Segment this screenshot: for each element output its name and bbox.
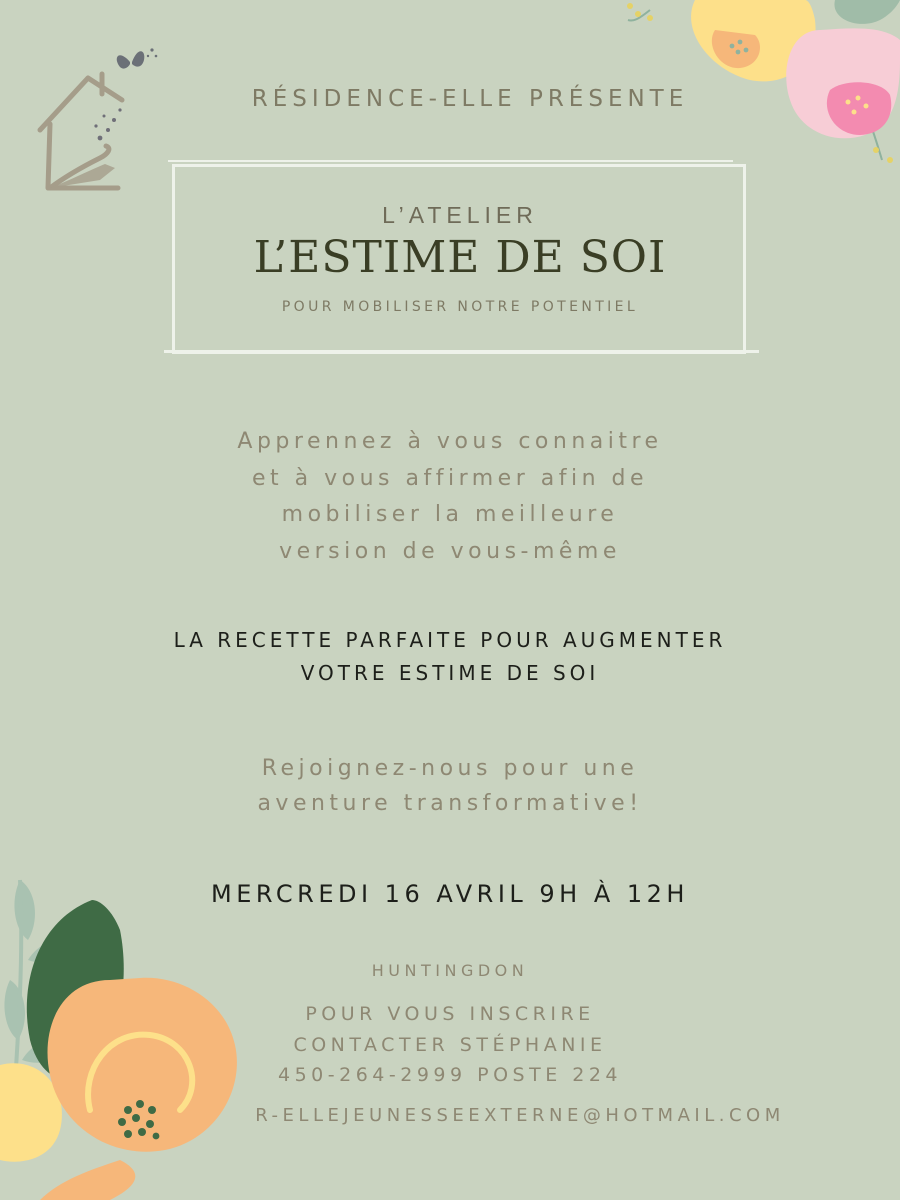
join-line: Rejoignez-nous pour une <box>261 756 639 781</box>
presenter-heading: RÉSIDENCE-ELLE PRÉSENTE <box>251 86 689 112</box>
contact-line: POUR VOUS INSCRIRE <box>305 1003 595 1025</box>
join-line: aventure transformative! <box>257 791 643 816</box>
butterfly-icon <box>112 42 162 82</box>
page-title: L’ESTIME DE SOI <box>253 232 667 283</box>
frame-brush-stroke <box>164 350 759 353</box>
intro-line: mobiliser la meilleure <box>281 502 619 527</box>
contact-block <box>0 999 900 1091</box>
contact-line: CONTACTER STÉPHANIE <box>293 1033 607 1056</box>
recipe-line: VOTRE ESTIME DE SOI <box>300 661 600 685</box>
intro-line: Apprennez à vous connaitre <box>237 429 663 454</box>
contact-phone: 450-264-2999 POSTE 224 <box>277 1064 623 1086</box>
title-subtitle: POUR MOBILISER NOTRE POTENTIEL <box>281 299 639 315</box>
join-paragraph <box>0 751 900 821</box>
frame-brush-stroke <box>168 160 733 162</box>
event-location: HUNTINGDON <box>371 961 529 980</box>
event-date: MERCREDI 16 AVRIL 9H À 12H <box>211 880 689 908</box>
recipe-line: LA RECETTE PARFAITE POUR AUGMENTER <box>173 628 727 652</box>
contact-email: R-ELLEJEUNESSEEXTERNE@HOTMAIL.COM <box>255 1105 785 1126</box>
intro-paragraph <box>0 424 900 570</box>
recipe-tagline <box>0 624 900 690</box>
flower-top-right-icon <box>620 0 900 170</box>
intro-line: version de vous-même <box>279 538 621 564</box>
intro-line: et à vous affirmer afin de <box>251 465 649 491</box>
title-kicker: L’ATELIER <box>382 202 538 228</box>
